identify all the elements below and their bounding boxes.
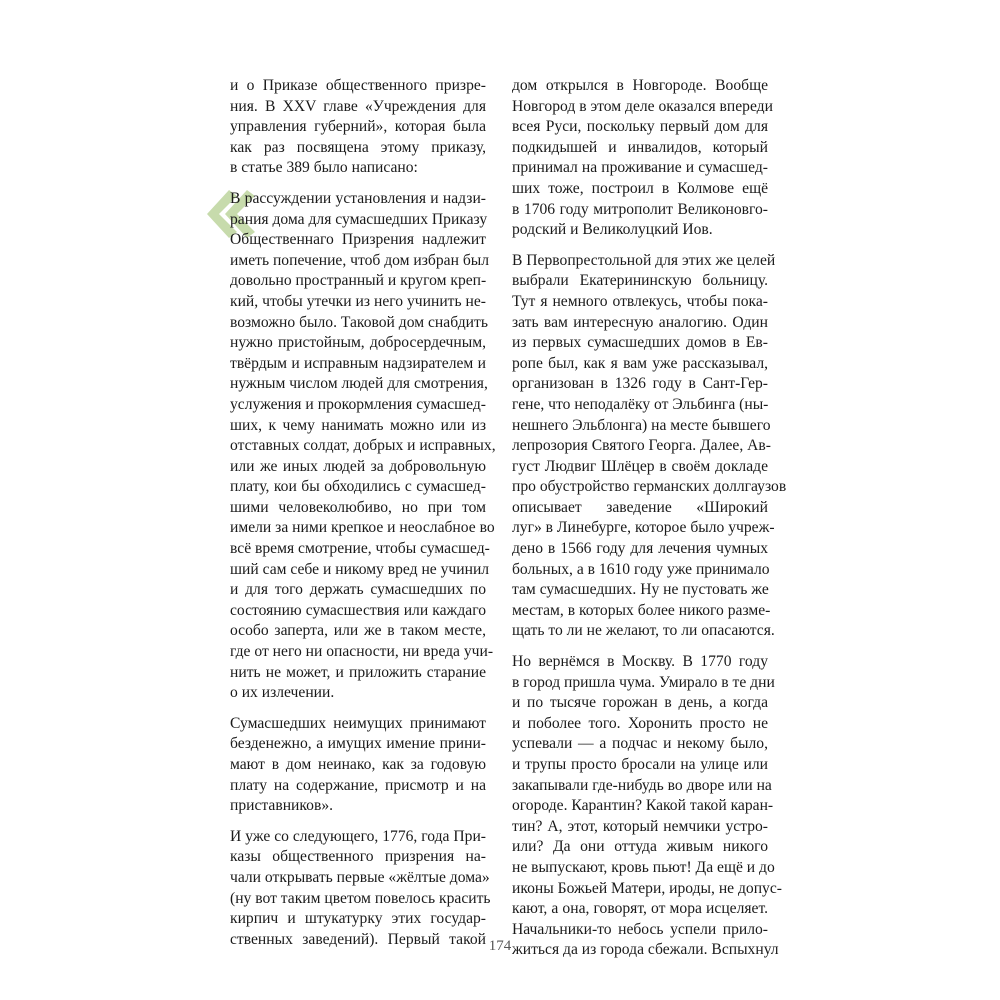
text-line: успевали — а подчас и некому было, bbox=[512, 735, 768, 753]
text-line: имели за ними крепкое и неослабное во bbox=[230, 519, 495, 537]
text-line: приставников». bbox=[230, 797, 334, 815]
text-line: ших, к чему нанимать можно или из bbox=[230, 416, 486, 434]
text-line: В Первопрестольной для этих же целей bbox=[512, 251, 776, 269]
paragraph-moscow-hospital bbox=[512, 251, 787, 642]
text-line: родский и Великолуцкий Иов. bbox=[512, 221, 713, 239]
text-line: нужным числом людей для смотрения, bbox=[230, 375, 488, 393]
text-line: ственных заведений). Первый такой bbox=[230, 930, 486, 948]
text-line: ропе был, как я вам уже рассказывал, bbox=[512, 354, 768, 372]
text-line: довольно пространный и кругом креп- bbox=[230, 272, 487, 290]
text-line: про обустройство германских доллгаузов bbox=[512, 478, 787, 496]
text-line: огороде. Карантин? Какой такой каран- bbox=[512, 797, 774, 815]
text-line: нужно пристойным, добросердечным, bbox=[230, 334, 486, 352]
text-line: мают в дом неинако, как за годовую bbox=[230, 756, 486, 773]
text-line: кирпич и штукатурку этих государ- bbox=[230, 910, 486, 928]
text-line: генe, что неподалёку от Эльбинга (ны- bbox=[512, 395, 769, 413]
text-line: зать вам интересную аналогию. Один bbox=[512, 313, 768, 331]
text-line: лепрозория Святого Георга. Далее, Ав- bbox=[512, 437, 771, 455]
paragraph-intro bbox=[230, 76, 486, 179]
text-line: чали открывать первые «жёлтые дома» bbox=[230, 868, 490, 886]
text-line: луг» в Линебурге, которое было учреж- bbox=[512, 519, 775, 537]
text-line: Новгород в этом деле оказался впереди bbox=[512, 97, 773, 115]
quote-paragraph-2 bbox=[230, 714, 486, 817]
text-line: плату на содержание, присмотр и на bbox=[230, 776, 486, 794]
text-line: местам, в которых более никого разме- bbox=[512, 601, 771, 619]
text-line: и поболее того. Хоронить просто не bbox=[512, 714, 768, 732]
text-line: Тут я немного отвлекусь, чтобы пока- bbox=[512, 292, 768, 310]
text-line: шими человеколюбиво, но при том bbox=[230, 498, 486, 516]
text-line: или? Да они оттуда живым никого bbox=[512, 838, 768, 856]
text-line: Общественнаго Призрения надлежит bbox=[230, 231, 486, 249]
right-column bbox=[512, 76, 787, 971]
text-line: тин? А, этот, который немчики устро- bbox=[512, 817, 768, 835]
text-line: организован в 1326 году в Сант-Гер- bbox=[512, 375, 768, 393]
text-line: в 1706 году митрополит Великоновго- bbox=[512, 200, 768, 218]
text-line: не выпускают, кровь пьют! Да ещё и до bbox=[512, 858, 775, 876]
text-line: управления губерний», которая была bbox=[230, 118, 486, 136]
text-line: густ Людвиг Шлёцер в своём докладе bbox=[512, 457, 768, 475]
text-line: (ну вот таким цветом повелось красить bbox=[230, 889, 491, 907]
paragraph-novgorod bbox=[512, 76, 773, 241]
left-column bbox=[230, 76, 496, 960]
text-line: щать то ли не желают, то ли опасаются. bbox=[512, 622, 775, 640]
text-line: В рассуждении установления и надзи- bbox=[230, 189, 486, 207]
text-line: в статье 389 было написано: bbox=[230, 159, 418, 177]
text-line: отставных солдат, добрых и исправных, bbox=[230, 437, 496, 455]
text-line: описывает заведение «Широкий bbox=[512, 498, 768, 516]
text-line: твёрдым и исправным надзирателем и bbox=[230, 354, 486, 372]
text-line: Но вернёмся в Москву. В 1770 году bbox=[512, 653, 768, 671]
text-line: ший сам себе и никому вред не учинил bbox=[230, 560, 490, 578]
text-line: и по тысяче горожан в день, а когда bbox=[512, 694, 768, 712]
text-line: или же иных людей за добровольную bbox=[230, 457, 486, 475]
page-number: 174 bbox=[488, 938, 512, 954]
text-line: ния. В XXV главе «Учреждения для bbox=[230, 97, 486, 115]
text-line: выбрали Екатерининскую больницу. bbox=[512, 272, 768, 290]
text-line: особо заперта, или же в таком месте, bbox=[230, 622, 486, 640]
text-line: плату, кои бы обходились с сумасшед- bbox=[230, 478, 486, 496]
text-line: нешнего Эльблонга) на месте бывшего bbox=[512, 416, 771, 434]
quote-paragraph-1 bbox=[230, 189, 496, 704]
text-line: закапывали где-нибудь во дворе или на bbox=[512, 776, 772, 794]
text-line: из первых сумасшедших домов в Ев- bbox=[512, 334, 768, 352]
text-line: услужения и прокормления сумасшед- bbox=[230, 395, 486, 413]
text-line: в город пришла чума. Умирало в те дни bbox=[512, 673, 775, 691]
text-line: иметь попечение, чтоб дом избран был bbox=[230, 251, 490, 269]
text-line: состоянию сумасшествия или каждаго bbox=[230, 601, 486, 619]
text-line: там сумасшедших. Ну не пустовать же bbox=[512, 581, 769, 599]
text-line: кий, чтобы утечки из него учинить не- bbox=[230, 292, 486, 310]
text-line: ших тоже, построил в Колмове ещё bbox=[512, 179, 768, 197]
text-line: И уже со следующего, 1776, года При- bbox=[230, 827, 486, 845]
text-line: дом открылся в Новгороде. Вообще bbox=[512, 77, 768, 94]
text-line: подкидышей и инвалидов, который bbox=[512, 138, 768, 156]
text-line: о их излечении. bbox=[230, 684, 335, 702]
text-line: и для того держать сумасшедших по bbox=[230, 581, 486, 599]
text-line: Сумасшедших неимущих принимают bbox=[230, 714, 486, 732]
text-line: нить не может, и приложить старание bbox=[230, 663, 486, 681]
text-line: и трупы просто бросали на улице или bbox=[512, 756, 768, 773]
text-line: житься да из города сбежали. Вспыхнул bbox=[512, 941, 779, 959]
text-line: больных, а в 1610 году уже принимало bbox=[512, 560, 770, 578]
paragraph-yellow-houses bbox=[230, 827, 491, 951]
text-line: всея Руси, поскольку первый дом для bbox=[512, 118, 768, 136]
text-line: Начальники-то небось успели прило- bbox=[512, 920, 768, 938]
paragraph-plague bbox=[512, 652, 782, 961]
text-line: и о Приказе общественного призре- bbox=[230, 77, 486, 94]
text-line: где от него ни опасности, ни вреда учи- bbox=[230, 643, 494, 661]
text-line: кают, а она, говорят, от мора исцеляет. bbox=[512, 900, 768, 918]
text-line: безденежно, а имущих имение прини- bbox=[230, 735, 486, 753]
text-line: всё время смотрение, чтобы сумасшед- bbox=[230, 540, 490, 558]
text-line: дено в 1566 году для лечения чумных bbox=[512, 540, 768, 558]
text-line: казы общественного призрения на- bbox=[230, 848, 486, 866]
text-line: возможно было. Таковой дом снабдить bbox=[230, 313, 488, 331]
text-line: рания дома для сумасшедших Приказу bbox=[230, 210, 488, 228]
text-line: иконы Божьей Матери, ироды, не допус- bbox=[512, 879, 782, 897]
text-line: принимал на проживание и сумасшед- bbox=[512, 159, 768, 177]
text-line: как раз посвящена этому приказу, bbox=[230, 138, 486, 156]
